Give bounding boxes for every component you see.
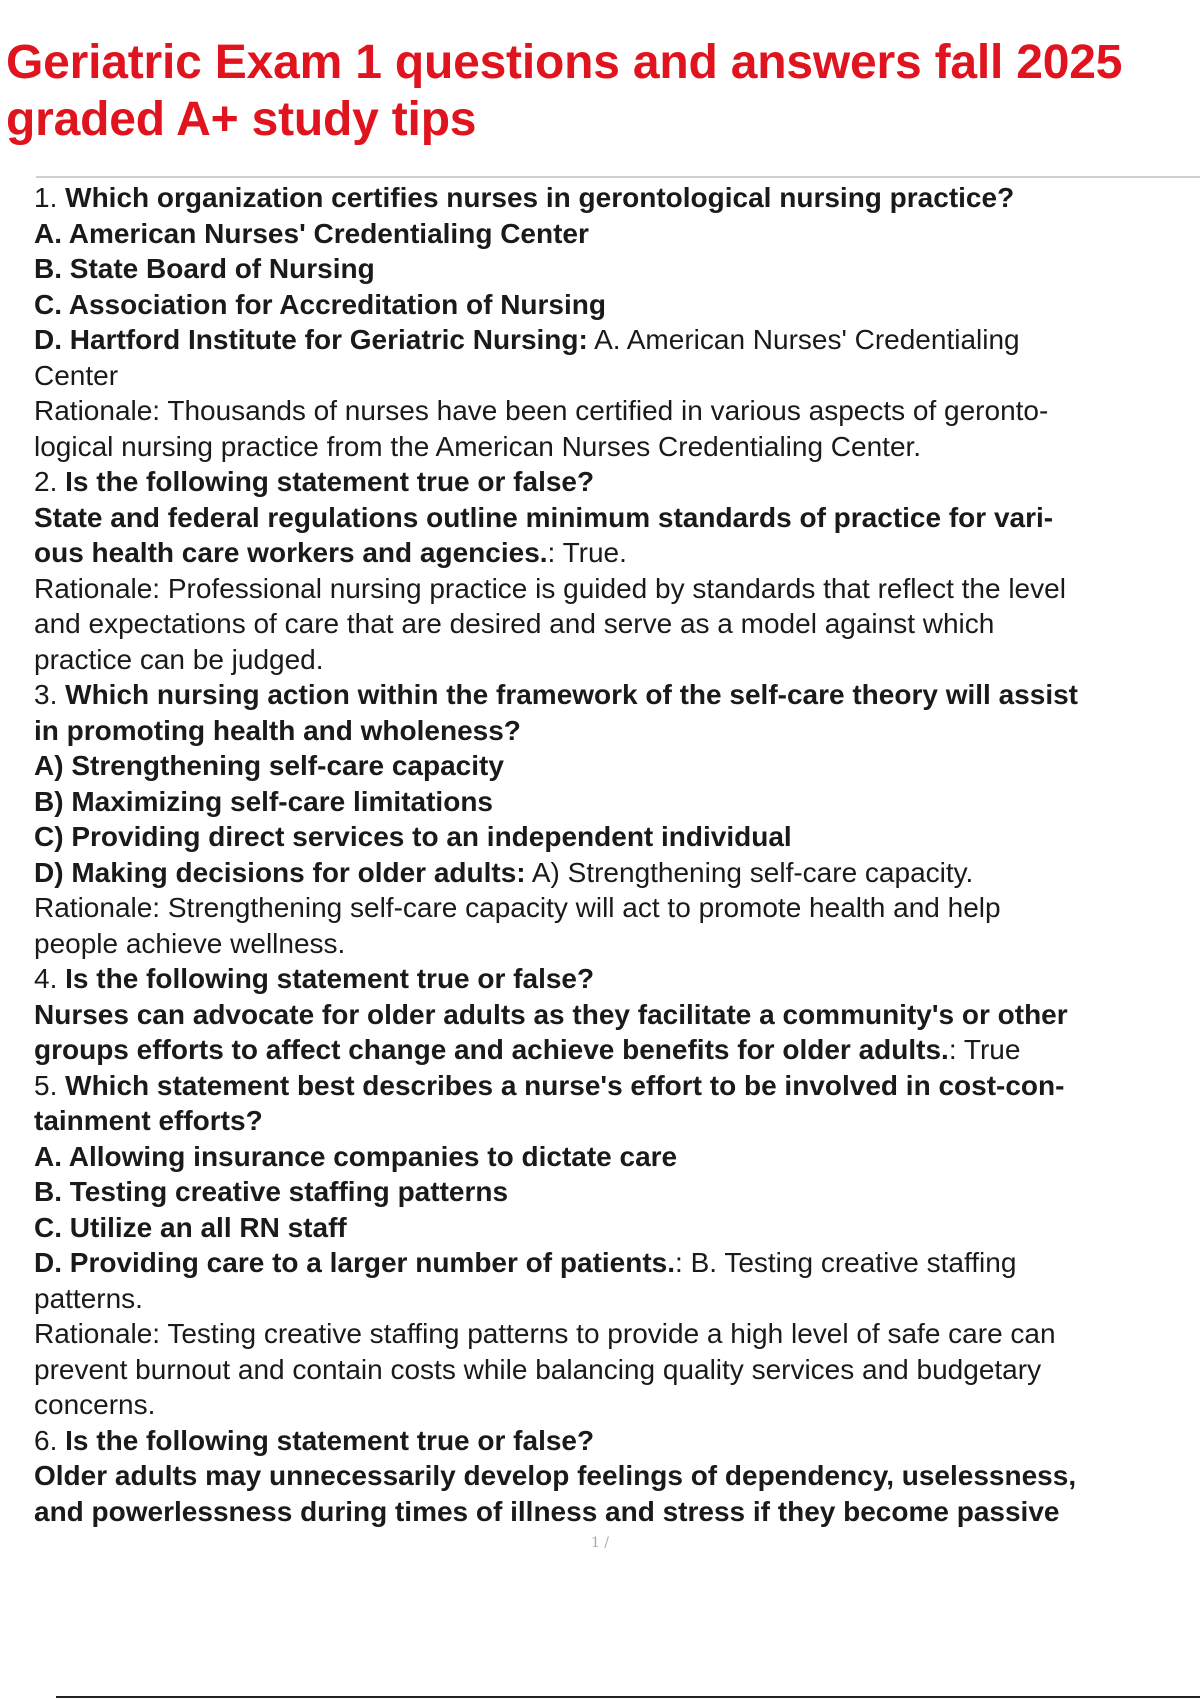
regular-text: 4. <box>34 963 66 994</box>
bold-text: in promoting health and wholeness? <box>34 714 521 746</box>
text-line <box>34 358 1200 394</box>
text-line <box>34 748 1200 784</box>
text-line <box>34 961 1200 997</box>
regular-text: Rationale: Thousands of nurses have been certified in various aspects of geronto- <box>34 395 1049 426</box>
text-line <box>34 287 1200 323</box>
bold-text: tainment efforts? <box>34 1105 263 1136</box>
text-line <box>34 1103 1200 1139</box>
text-line <box>34 393 1200 429</box>
text-line <box>34 1281 1200 1317</box>
text-line <box>34 1068 1200 1104</box>
bold-text: and powerlessness during times of illness and stress if they become passive <box>34 1495 1060 1527</box>
bold-text: ous health care workers and agencies. <box>34 537 548 568</box>
text-line <box>34 784 1200 820</box>
bold-text: C) Providing direct services to an independent individual <box>34 821 792 852</box>
regular-text: 1. <box>34 182 66 213</box>
regular-text: Rationale: Testing creative staffing patterns to provide a high level of safe care can <box>34 1318 1056 1349</box>
regular-text: A. American Nurses' Credentialing <box>587 324 1020 355</box>
text-line <box>34 1032 1200 1068</box>
text-line <box>34 1387 1200 1423</box>
text-line <box>34 606 1200 642</box>
regular-text: logical nursing practice from the American Nurses Credentialing Center. <box>34 430 922 462</box>
text-line <box>34 677 1200 713</box>
text-line <box>34 322 1200 358</box>
text-line <box>34 500 1200 536</box>
bold-text: A. American Nurses' Credentialing Center <box>34 217 589 249</box>
regular-text: 5. <box>34 1069 66 1101</box>
text-line <box>34 535 1200 571</box>
text-line <box>34 1174 1200 1210</box>
regular-text: : True. <box>547 537 627 568</box>
bold-text: C. Utilize an all RN staff <box>34 1211 347 1243</box>
text-line <box>34 713 1200 749</box>
bold-text: Which statement best describes a nurse's effort to be involved in cost-con- <box>65 1069 1065 1101</box>
bold-text: B. Testing creative staffing patterns <box>34 1176 509 1207</box>
bold-text: Nurses can advocate for older adults as they facilitate a community's or other <box>34 998 1068 1030</box>
regular-text: 6. <box>34 1424 66 1456</box>
regular-text: and expectations of care that are desired and serve as a model against which <box>34 608 995 639</box>
regular-text: concerns. <box>34 1389 156 1420</box>
regular-text: practice can be judged. <box>34 643 324 675</box>
bold-text: A. Allowing insurance companies to dictate care <box>34 1140 678 1172</box>
regular-text: : B. Testing creative staffing <box>675 1247 1017 1278</box>
regular-text: Rationale: Strengthening self-care capacity will act to promote health and help <box>34 892 1001 923</box>
document-title <box>6 34 1186 148</box>
text-line <box>34 926 1200 962</box>
text-line <box>34 1316 1200 1352</box>
title-divider <box>36 176 1200 178</box>
regular-text: people achieve wellness. <box>34 927 346 959</box>
bold-text: D. Providing care to a larger number of patients. <box>34 1247 676 1278</box>
regular-text: Rationale: Professional nursing practice is guided by standards that reflect the level <box>34 572 1066 604</box>
bold-text: groups efforts to affect change and achieve benefits for older adults. <box>34 1034 949 1065</box>
text-line <box>34 1494 1200 1530</box>
bold-text: D) Making decisions for older adults: <box>34 856 526 888</box>
text-line <box>34 1139 1200 1175</box>
text-line <box>34 429 1200 465</box>
bold-text: D. Hartford Institute for Geriatric Nursing: <box>34 324 588 355</box>
text-line <box>34 464 1200 500</box>
text-line <box>34 819 1200 855</box>
bold-text: State and federal regulations outline minimum standards of practice for vari- <box>34 501 1054 533</box>
text-line <box>34 1245 1200 1281</box>
text-line <box>34 251 1200 287</box>
text-line <box>34 180 1200 216</box>
bold-text: Is the following statement true or false? <box>65 1424 595 1456</box>
regular-text: 3. <box>34 679 66 710</box>
page-number: 1 / <box>590 1535 610 1551</box>
regular-text: 2. <box>34 466 66 497</box>
bold-text: Which nursing action within the framework of the self-care theory will assist <box>65 679 1078 710</box>
regular-text: patterns. <box>34 1282 143 1314</box>
text-line <box>34 997 1200 1033</box>
bold-text: B) Maximizing self-care limitations <box>34 785 493 817</box>
regular-text: prevent burnout and contain costs while balancing quality services and budgetary <box>34 1353 1042 1385</box>
title-line-2: graded A+ study tips <box>6 93 477 146</box>
qa-body <box>34 180 1200 1529</box>
regular-text: Center <box>34 359 119 391</box>
text-line <box>34 1210 1200 1246</box>
bold-text: Which organization certifies nurses in gerontological nursing practice? <box>65 182 1015 213</box>
regular-text: : True <box>948 1034 1021 1065</box>
text-line <box>34 1458 1200 1494</box>
bold-text: C. Association for Accreditation of Nursing <box>34 288 606 320</box>
bold-text: A) Strengthening self-care capacity <box>34 750 504 781</box>
bold-text: B. State Board of Nursing <box>34 253 375 284</box>
title-line-1: Geriatric Exam 1 questions and answers fall 2025 <box>6 36 1123 89</box>
text-line <box>34 571 1200 607</box>
text-line <box>34 1423 1200 1459</box>
text-line <box>34 216 1200 252</box>
text-line <box>34 642 1200 678</box>
regular-text: A) Strengthening self-care capacity. <box>525 856 974 888</box>
bold-text: Is the following statement true or false? <box>65 963 595 994</box>
page-bottom-rule <box>56 1696 1200 1698</box>
text-line <box>34 1352 1200 1388</box>
text-line <box>34 855 1200 891</box>
bold-text: Older adults may unnecessarily develop feelings of dependency, uselessness, <box>34 1460 1077 1491</box>
text-line <box>34 890 1200 926</box>
bold-text: Is the following statement true or false? <box>65 466 595 497</box>
